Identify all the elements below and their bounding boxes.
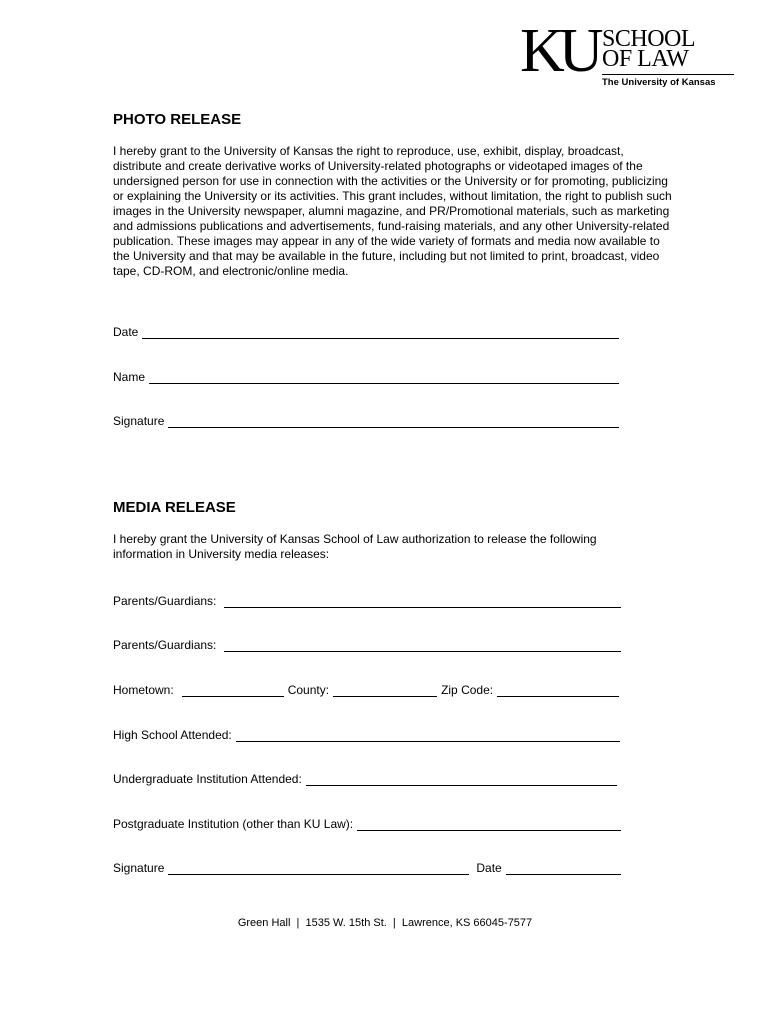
logo-school-text: SCHOOL: [602, 26, 696, 52]
photo-signature-field: [113, 410, 619, 428]
zip-code-label: Zip Code:: [441, 683, 494, 697]
parents-guardians-field-2: [113, 634, 621, 652]
media-release-text: I hereby grant the University of Kansas School of Law authorization to release the following information in University media releases:: [113, 532, 597, 561]
parents-guardians-input-2[interactable]: [224, 638, 621, 652]
high-school-label: High School Attended:: [113, 728, 232, 742]
high-school-field: [113, 724, 620, 742]
location-row: [113, 679, 619, 697]
county-input[interactable]: [333, 683, 437, 697]
photo-date-field: [113, 321, 619, 339]
media-signature-input[interactable]: [168, 861, 469, 875]
media-date-input[interactable]: [506, 861, 621, 875]
logo-divider: [602, 74, 734, 75]
logo-of-law-text: OF LAW: [602, 46, 689, 72]
postgraduate-label: Postgraduate Institution (other than KU Law):: [113, 817, 354, 831]
undergraduate-input[interactable]: [306, 772, 617, 786]
hometown-input[interactable]: [182, 683, 284, 697]
photo-name-field: [113, 366, 619, 384]
logo-ku-mark: KU: [520, 17, 598, 85]
photo-signature-input[interactable]: [168, 414, 619, 428]
postgraduate-input[interactable]: [357, 817, 621, 831]
high-school-input[interactable]: [236, 728, 620, 742]
undergraduate-label: Undergraduate Institution Attended:: [113, 772, 302, 786]
photo-release-text: I hereby grant to the University of Kansas the right to reproduce, use, exhibit, display, broadcast, distribute and create derivative works of University-related photographs or videotaped images of the undersigned person for use in connection with the activities or the University or for promoting, publicizing or explaining the University or its activities. This grant includes, without limitation, the right to publish such images in the University newspaper, alumni magazine, and PR/Promotional materials, such as marketing and admissions publications and advertisements, fund-raising materials, and any other University-related publication. These images may appear in any of the wide variety of formats and media now available to the University and that may be available in the future, including but not limited to print, broadcast, video tape, CD-ROM, and electronic/online media.: [113, 144, 672, 278]
photo-release-heading: PHOTO RELEASE: [113, 111, 242, 128]
photo-name-input[interactable]: [149, 370, 619, 384]
photo-name-label: Name: [113, 370, 146, 384]
media-release-heading: MEDIA RELEASE: [113, 499, 236, 516]
postgraduate-field: [113, 813, 621, 831]
media-date-label: Date: [476, 861, 502, 875]
media-signature-row: [113, 857, 621, 875]
media-signature-label: Signature: [113, 861, 165, 875]
county-label: County:: [287, 683, 330, 697]
ku-law-logo: [520, 17, 734, 90]
parents-guardians-input-1[interactable]: [224, 594, 621, 608]
hometown-label: Hometown:: [113, 683, 174, 697]
logo-tagline: The University of Kansas: [602, 77, 716, 88]
photo-date-label: Date: [113, 325, 139, 339]
parents-guardians-label-1: Parents/Guardians:: [113, 594, 217, 608]
photo-date-input[interactable]: [142, 325, 619, 339]
footer-address: Green Hall | 1535 W. 15th St. | Lawrence, KS 66045-7577: [237, 917, 533, 929]
parents-guardians-field-1: [113, 590, 621, 608]
photo-signature-label: Signature: [113, 414, 165, 428]
parents-guardians-label-2: Parents/Guardians:: [113, 638, 217, 652]
undergraduate-field: [113, 768, 617, 786]
zip-code-input[interactable]: [497, 683, 619, 697]
